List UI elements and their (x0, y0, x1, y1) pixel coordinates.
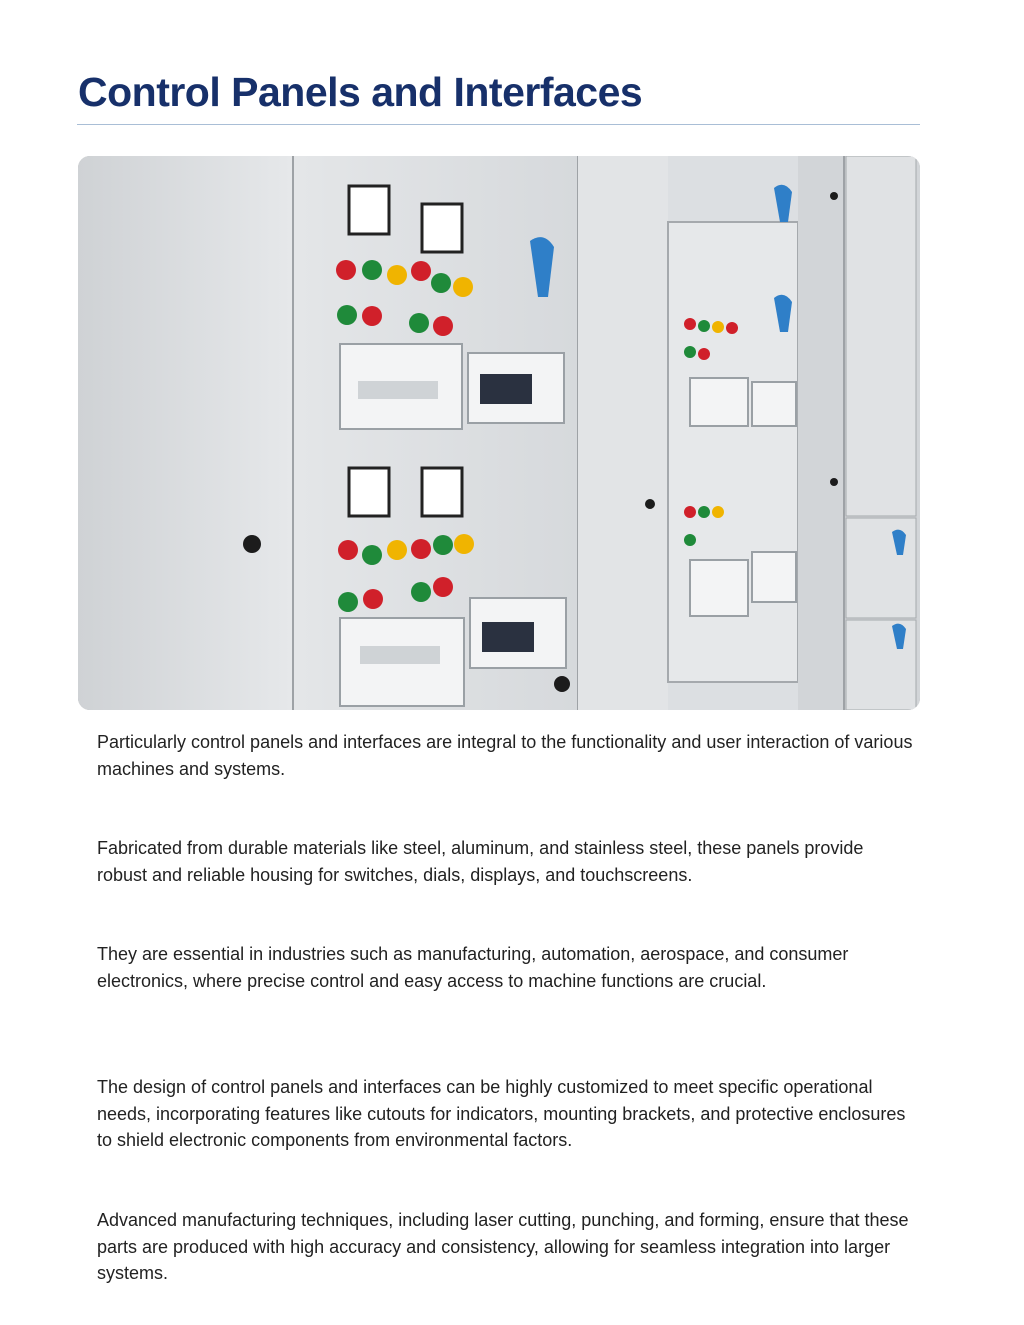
control-panel-photo (78, 156, 920, 710)
control-panel-illustration (78, 156, 920, 710)
paragraph-1: Particularly control panels and interfaces are integral to the functionality and user interaction of various machines and systems. (97, 732, 913, 779)
page-title: Control Panels and Interfaces (78, 69, 643, 115)
door-lock-icon (243, 535, 261, 553)
paragraph-3: They are essential in industries such as manufacturing, automation, aerospace, and consumer electronics, where precise control and easy access to machine functions are crucial. (97, 944, 849, 991)
paragraph-4: The design of control panels and interfaces can be highly customized to meet specific operational needs, incorporating features like cutouts for indicators, mounting brackets, and protective enclosures to shield electronic components from environmental factors. (97, 1077, 906, 1150)
title-divider (77, 124, 920, 125)
paragraph-2: Fabricated from durable materials like steel, aluminum, and stainless steel, these panels provide robust and reliable housing for switches, dials, displays, and touchscreens. (97, 838, 864, 885)
paragraph-5: Advanced manufacturing techniques, including laser cutting, punching, and forming, ensure that these parts are produced with high accuracy and consistency, allowing for seamless integration into larger systems. (97, 1210, 909, 1283)
